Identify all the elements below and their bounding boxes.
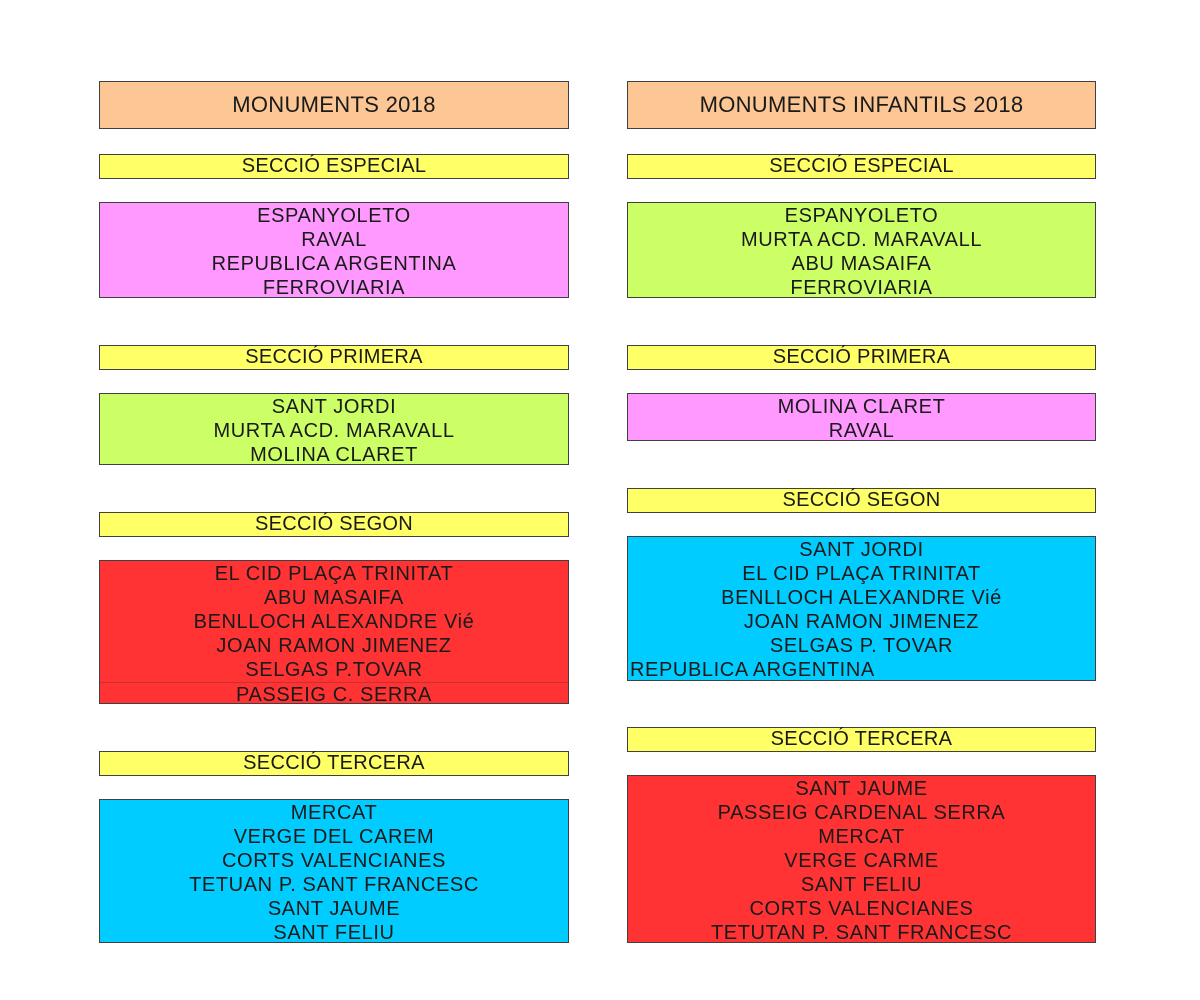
right-primera-label: SECCIÓ PRIMERA (772, 346, 951, 368)
right-segon-label: SECCIÓ SEGON (782, 489, 941, 511)
left-tercera-label: SECCIÓ TERCERA (243, 752, 425, 774)
list-item: ESPANYOLETO (784, 205, 939, 227)
list-item: FERROVIARIA (262, 277, 406, 299)
left-segon-header (99, 512, 569, 537)
list-item: RAVAL (828, 420, 895, 442)
list-item: REPUBLICA ARGENTINA (630, 659, 875, 681)
left-primera-label: SECCIÓ PRIMERA (245, 346, 423, 368)
list-item: FERROVIARIA (790, 277, 933, 299)
list-item: EL CID PLAÇA TRINITAT (214, 563, 454, 585)
left-primera-header (99, 345, 569, 370)
right-title-text: MONUMENTS INFANTILS 2018 (699, 92, 1024, 117)
right-especial-list (627, 202, 1096, 298)
list-item: CORTS VALENCIANES (749, 898, 974, 920)
left-especial-list (99, 202, 569, 298)
list-item: CORTS VALENCIANES (222, 850, 446, 872)
right-segon-list (627, 536, 1096, 681)
list-item: SANT JAUME (795, 778, 928, 800)
list-item: SANT FELIU (800, 874, 923, 896)
list-item: MOLINA CLARET (250, 444, 418, 466)
list-item: SANT FELIU (273, 922, 395, 944)
left-segon-list (99, 560, 569, 704)
right-especial-header (627, 154, 1096, 179)
list-item: VERGE CARME (784, 850, 939, 872)
list-item: SELGAS P.TOVAR (245, 659, 423, 681)
list-item: JOAN RAMON JIMENEZ (743, 611, 980, 633)
list-item: TETUTAN P. SANT FRANCESC (710, 922, 1013, 944)
list-item: PASSEIG C. SERRA (100, 682, 568, 706)
list-item: SANT JORDI (799, 539, 924, 561)
list-item: PASSEIG CARDENAL SERRA (717, 802, 1006, 824)
right-tercera-header (627, 727, 1096, 752)
list-item: EL CID PLAÇA TRINITAT (742, 563, 981, 585)
list-item: MERCAT (290, 802, 378, 824)
list-item: VERGE DEL CAREM (233, 826, 435, 848)
list-item: RAVAL (301, 229, 367, 251)
right-primera-header (627, 345, 1096, 370)
list-item: BENLLOCH ALEXANDRE Vié (721, 587, 1002, 609)
list-item: ESPANYOLETO (257, 205, 411, 227)
list-item: MURTA ACD. MARAVALL (213, 420, 455, 442)
list-item: MURTA ACD. MARAVALL (740, 229, 983, 251)
left-tercera-header (99, 751, 569, 776)
list-item: SELGAS P. TOVAR (769, 635, 954, 657)
right-segon-header (627, 488, 1096, 513)
left-title (99, 81, 569, 129)
left-tercera-list (99, 799, 569, 943)
right-especial-label: SECCIÓ ESPECIAL (769, 155, 954, 177)
left-segon-label: SECCIÓ SEGON (254, 513, 414, 535)
list-item: ABU MASAIFA (264, 587, 404, 609)
left-title-text: MONUMENTS 2018 (232, 92, 436, 117)
list-item: SANT JORDI (271, 396, 397, 418)
list-item: MERCAT (818, 826, 905, 848)
left-especial-header (99, 154, 569, 179)
list-item: ABU MASAIFA (791, 253, 932, 275)
list-item: BENLLOCH ALEXANDRE Vié (193, 611, 475, 633)
left-especial-label: SECCIÓ ESPECIAL (241, 155, 427, 177)
left-primera-list (99, 393, 569, 465)
list-item: REPUBLICA ARGENTINA (211, 253, 457, 275)
list-item: MOLINA CLARET (777, 396, 946, 418)
list-item: JOAN RAMON JIMENEZ (216, 635, 452, 657)
right-tercera-label: SECCIÓ TERCERA (770, 728, 953, 750)
list-item: TETUAN P. SANT FRANCESC (189, 874, 479, 896)
right-tercera-list (627, 775, 1096, 943)
right-primera-list (627, 393, 1096, 441)
list-item: SANT JAUME (267, 898, 401, 920)
right-title (627, 81, 1096, 129)
